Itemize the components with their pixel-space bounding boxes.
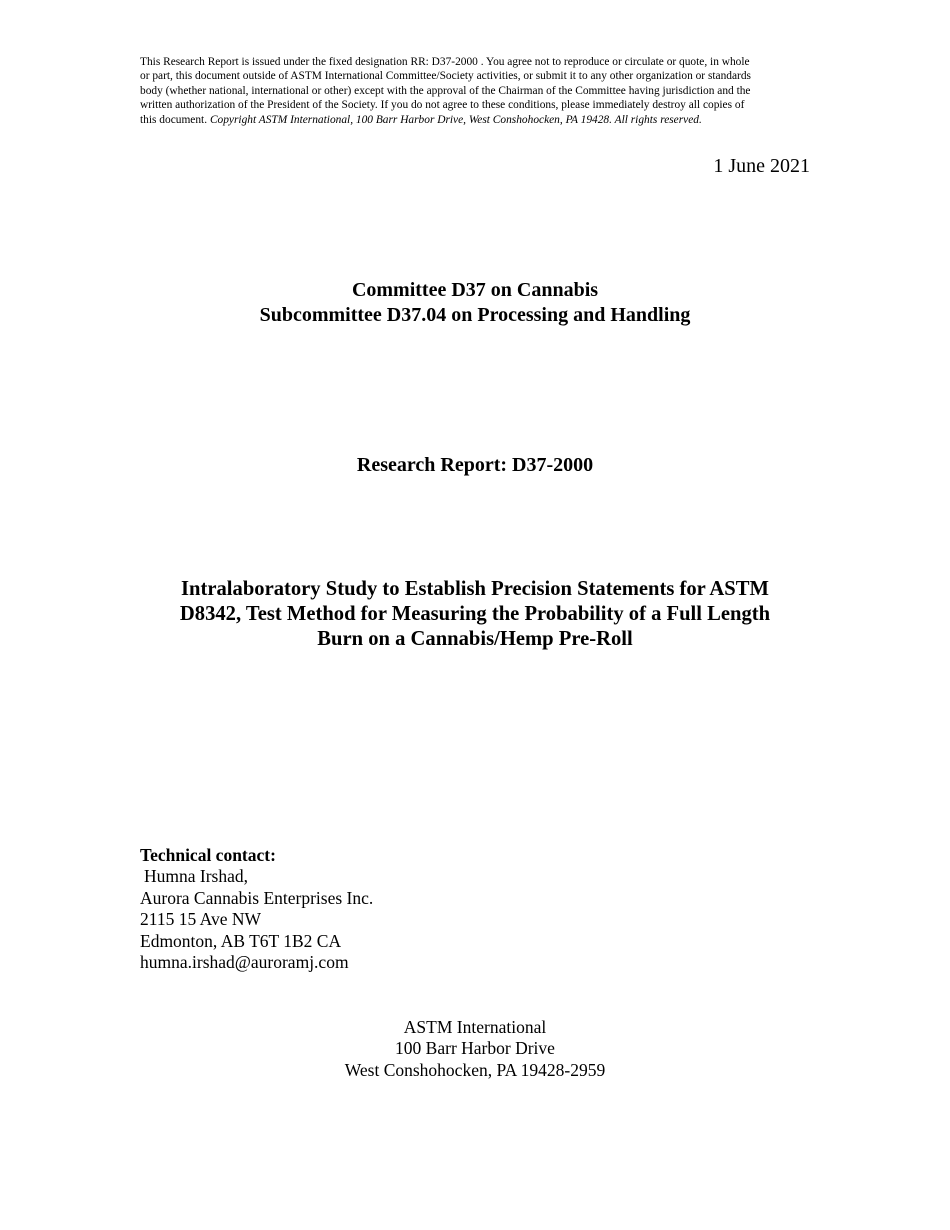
contact-organization: Aurora Cannabis Enterprises Inc. <box>140 887 374 908</box>
notice-line: or part, this document outside of ASTM International Committee/Society activities, or submit it to any other organization or standards <box>140 70 751 83</box>
committee-name: Committee D37 on Cannabis <box>351 279 599 301</box>
contact-label: Technical contact: <box>140 845 276 865</box>
notice-text: this document. <box>140 113 208 126</box>
astm-street: 100 Barr Harbor Drive <box>395 1038 555 1059</box>
contact-city: Edmonton, AB T6T 1B2 CA <box>140 930 342 951</box>
notice-line <box>140 113 812 127</box>
contact-street: 2115 15 Ave NW <box>140 909 262 930</box>
astm-city: West Conshohocken, PA 19428-2959 <box>344 1059 606 1080</box>
notice-line: This Research Report is issued under the fixed designation RR: D37-2000 . You agree not to reproduce or circulate or quote, in whole <box>140 56 750 68</box>
committee-heading <box>0 278 950 328</box>
study-title-line: Intralaboratory Study to Establish Precision Statements for ASTM <box>181 578 769 600</box>
copyright-statement: Copyright ASTM International, 100 Barr Harbor Drive, West Conshohocken, PA 19428. All rights reserved. <box>209 113 702 126</box>
astm-address <box>0 1017 950 1081</box>
technical-contact <box>140 845 373 973</box>
subcommittee-name: Subcommittee D37.04 on Processing and Handling <box>259 304 691 326</box>
copyright-notice <box>140 55 812 127</box>
contact-email: humna.irshad@auroramj.com <box>140 952 349 973</box>
notice-line: body (whether national, international or other) except with the approval of the Chairman of the Committee having jurisdiction and the <box>140 84 751 97</box>
astm-name: ASTM International <box>403 1017 547 1037</box>
notice-line: written authorization of the President of the Society. If you do not agree to these conditions, please immediately destroy all copies of <box>140 99 745 112</box>
report-date: 1 June 2021 <box>713 155 810 177</box>
contact-name: Humna Irshad, <box>144 866 249 887</box>
study-title-line: D8342, Test Method for Measuring the Probability of a Full Length <box>179 603 771 625</box>
study-title <box>150 577 800 652</box>
report-designation: Research Report: D37-2000 <box>356 454 594 476</box>
study-title-line: Burn on a Cannabis/Hemp Pre-Roll <box>317 628 633 650</box>
